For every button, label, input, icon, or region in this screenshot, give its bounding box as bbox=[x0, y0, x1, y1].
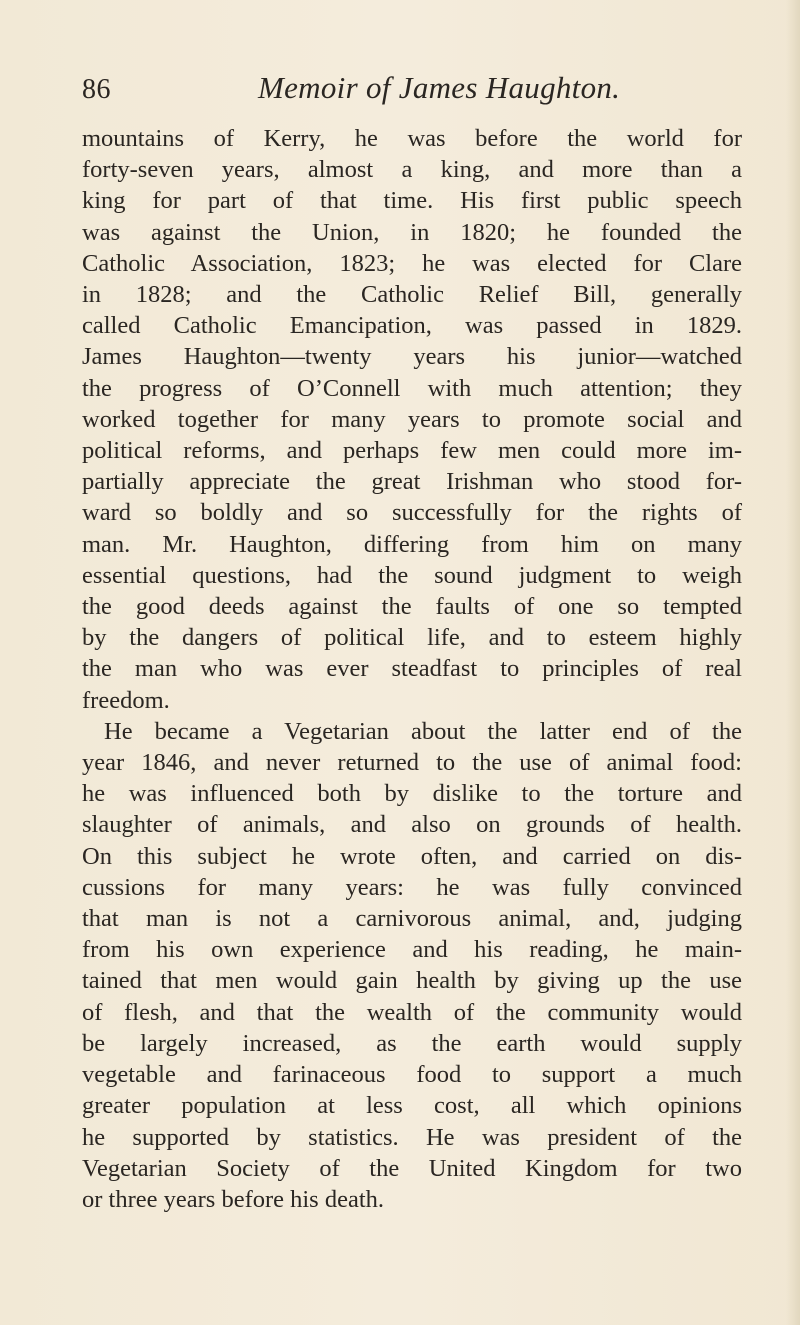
text-line: On this subject he wrote often, and carried on dis- bbox=[82, 842, 742, 870]
text-line: he was influenced both by dislike to the torture and bbox=[82, 780, 742, 808]
text-line: that man is not a carnivorous animal, and, judging bbox=[82, 905, 742, 933]
text-line: tained that men would gain health by giving up the use bbox=[82, 967, 742, 995]
text-line: partially appreciate the great Irishman who stood for- bbox=[82, 468, 742, 496]
text-line: the good deeds against the faults of one so tempted bbox=[82, 593, 742, 621]
text-line: was against the Union, in 1820; he founded the bbox=[82, 218, 742, 246]
text-line: in 1828; and the Catholic Relief Bill, generally bbox=[82, 281, 742, 309]
text-line: year 1846, and never returned to the use of animal food: bbox=[82, 749, 742, 777]
text-line: ward so boldly and so successfully for the rights of bbox=[82, 499, 742, 527]
text-line: mountains of Kerry, he was before the world for bbox=[82, 125, 742, 152]
text-line: be largely increased, as the earth would supply bbox=[82, 1029, 742, 1057]
text-line: essential questions, had the sound judgment to weigh bbox=[82, 561, 742, 589]
text-line: vegetable and farinaceous food to support a much bbox=[82, 1061, 742, 1089]
text-line: or three years before his death. bbox=[82, 1185, 385, 1213]
text-line: Catholic Association, 1823; he was elected for Clare bbox=[82, 249, 742, 277]
paragraph bbox=[82, 123, 742, 716]
text-line: the man who was ever steadfast to principles of real bbox=[82, 655, 742, 683]
text-line: of flesh, and that the wealth of the community would bbox=[82, 998, 742, 1026]
running-title: Memoir of James Haughton. bbox=[258, 70, 621, 105]
text-line: political reforms, and perhaps few men could more im- bbox=[82, 437, 742, 465]
text-line: from his own experience and his reading, he main- bbox=[82, 936, 742, 964]
page-header bbox=[82, 66, 728, 110]
page-number: 86 bbox=[82, 74, 111, 105]
text-line: slaughter of animals, and also on grounds of health. bbox=[82, 811, 742, 839]
text-line: forty-seven years, almost a king, and more than a bbox=[82, 156, 742, 184]
body-text bbox=[82, 123, 742, 1215]
text-line: by the dangers of political life, and to esteem highly bbox=[82, 624, 742, 652]
text-line: James Haughton—twenty years his junior—watched bbox=[82, 343, 742, 371]
page-edge-shadow bbox=[786, 0, 800, 1325]
text-line: he supported by statistics. He was president of the bbox=[82, 1123, 742, 1151]
text-line: man. Mr. Haughton, differing from him on many bbox=[82, 530, 742, 558]
text-line: the progress of O’Connell with much attention; they bbox=[82, 374, 742, 402]
text-line: worked together for many years to promote social and bbox=[82, 405, 742, 433]
text-line: cussions for many years: he was fully convinced bbox=[82, 873, 742, 901]
text-line: king for part of that time. His first public speech bbox=[82, 187, 742, 215]
text-line: called Catholic Emancipation, was passed in 1829. bbox=[82, 312, 742, 340]
paragraph bbox=[82, 716, 742, 1215]
text-line: freedom. bbox=[82, 686, 170, 714]
text-line: He became a Vegetarian about the latter end of the bbox=[104, 717, 742, 745]
text-line: greater population at less cost, all which opinions bbox=[82, 1092, 742, 1120]
text-line: Vegetarian Society of the United Kingdom for two bbox=[82, 1154, 742, 1182]
